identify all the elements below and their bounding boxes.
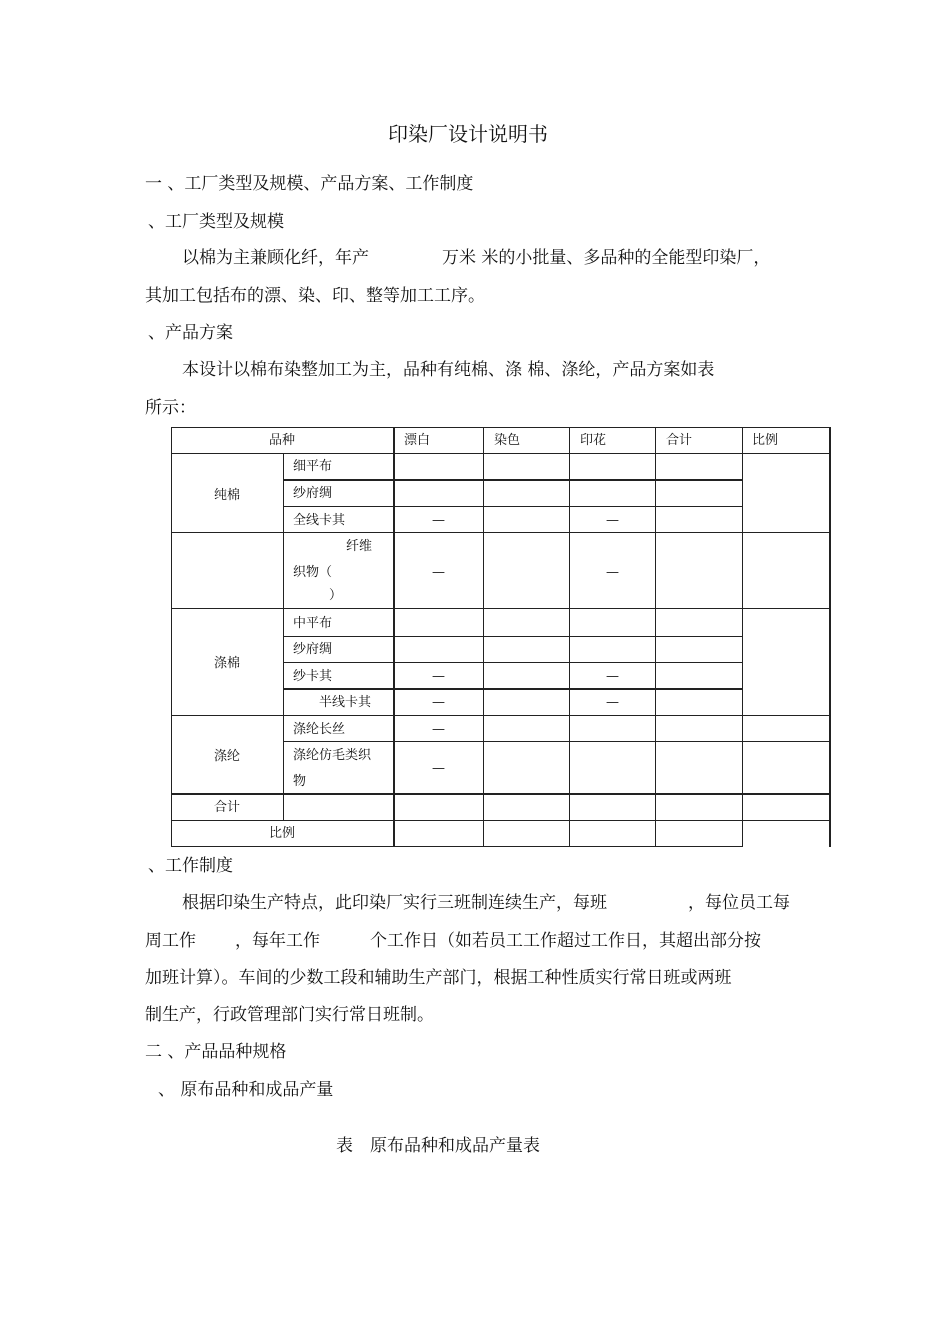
item-label: 细平布 bbox=[293, 459, 333, 474]
paragraph-text: ，每位员工每 bbox=[688, 893, 790, 913]
item-label: 纱府绸 bbox=[293, 486, 333, 501]
table-header-variety: 品种 bbox=[269, 433, 296, 448]
item-label: 全线卡其 bbox=[293, 513, 346, 528]
section-heading: 一 、工厂类型及规模、产品方案、工作制度 bbox=[145, 174, 474, 194]
paragraph-text: 周工作 bbox=[145, 931, 196, 951]
empty-mark: — bbox=[432, 761, 445, 776]
subsection-heading: 、工作制度 bbox=[148, 856, 233, 876]
item-label: 半线卡其 bbox=[319, 695, 372, 710]
subsection-heading: 、产品方案 bbox=[148, 323, 233, 343]
paragraph-text: 个工作日（如若员工工作超过工作日，其超出部分按 bbox=[370, 931, 761, 951]
empty-mark: — bbox=[432, 513, 445, 528]
subsection-heading: 、 原布品种和成品产量 bbox=[158, 1080, 334, 1100]
item-label: 织物（ bbox=[293, 565, 333, 580]
group-label-cotton: 纯棉 bbox=[214, 488, 241, 503]
section-heading: 二 、产品品种规格 bbox=[145, 1042, 287, 1062]
table-header-ratio: 比例 bbox=[752, 433, 779, 448]
empty-mark: — bbox=[606, 669, 619, 684]
empty-mark: — bbox=[432, 565, 445, 580]
item-label: 纱卡其 bbox=[293, 669, 333, 684]
paragraph-text: 本设计以棉布染整加工为主，品种有纯棉、涤 棉、涤纶，产品方案如表 bbox=[182, 360, 715, 380]
empty-mark: — bbox=[432, 695, 445, 710]
paragraph-text: 其加工包括布的漂、染、印、整等加工工序。 bbox=[145, 286, 485, 306]
item-label: 涤纶长丝 bbox=[293, 722, 346, 737]
table-header-total: 合计 bbox=[666, 433, 693, 448]
table-header-dye: 染色 bbox=[494, 433, 521, 448]
item-label: 纤维 bbox=[346, 539, 373, 554]
empty-mark: — bbox=[432, 669, 445, 684]
row-label-total: 合计 bbox=[214, 800, 241, 815]
empty-mark: — bbox=[606, 565, 619, 580]
paragraph-text: 制生产，行政管理部门实行常日班制。 bbox=[145, 1005, 434, 1025]
group-label-polycotton: 涤棉 bbox=[214, 656, 241, 671]
row-label-ratio: 比例 bbox=[269, 826, 296, 841]
paragraph-text: 以棉为主兼顾化纤，年产 bbox=[182, 248, 369, 268]
item-label: 涤纶仿毛类织 bbox=[293, 748, 372, 763]
paragraph-text: 万米 米的小批量、多品种的全能型印染厂， bbox=[442, 248, 771, 268]
paragraph-text: 加班计算）。车间的少数工段和辅助生产部门，根据工种性质实行常日班或两班 bbox=[145, 968, 732, 988]
paragraph-text: 根据印染生产特点，此印染厂实行三班制连续生产，每班 bbox=[182, 893, 607, 913]
table-header-print: 印花 bbox=[580, 433, 607, 448]
paragraph-text: ，每年工作 bbox=[235, 931, 320, 951]
empty-mark: — bbox=[606, 695, 619, 710]
item-label: ） bbox=[329, 588, 343, 603]
subsection-heading: 、工厂类型及规模 bbox=[148, 212, 284, 232]
item-label: 纱府绸 bbox=[293, 642, 333, 657]
table-header-bleach: 漂白 bbox=[404, 433, 431, 448]
item-label: 中平布 bbox=[293, 616, 333, 631]
page-title: 印染厂设计说明书 bbox=[388, 122, 548, 146]
item-label: 物 bbox=[293, 774, 307, 789]
paragraph-text: 所示： bbox=[145, 398, 196, 418]
empty-mark: — bbox=[432, 722, 445, 737]
group-label-polyester: 涤纶 bbox=[214, 749, 241, 764]
empty-mark: — bbox=[606, 513, 619, 528]
table-caption: 表 原布品种和成品产量表 bbox=[336, 1136, 540, 1156]
